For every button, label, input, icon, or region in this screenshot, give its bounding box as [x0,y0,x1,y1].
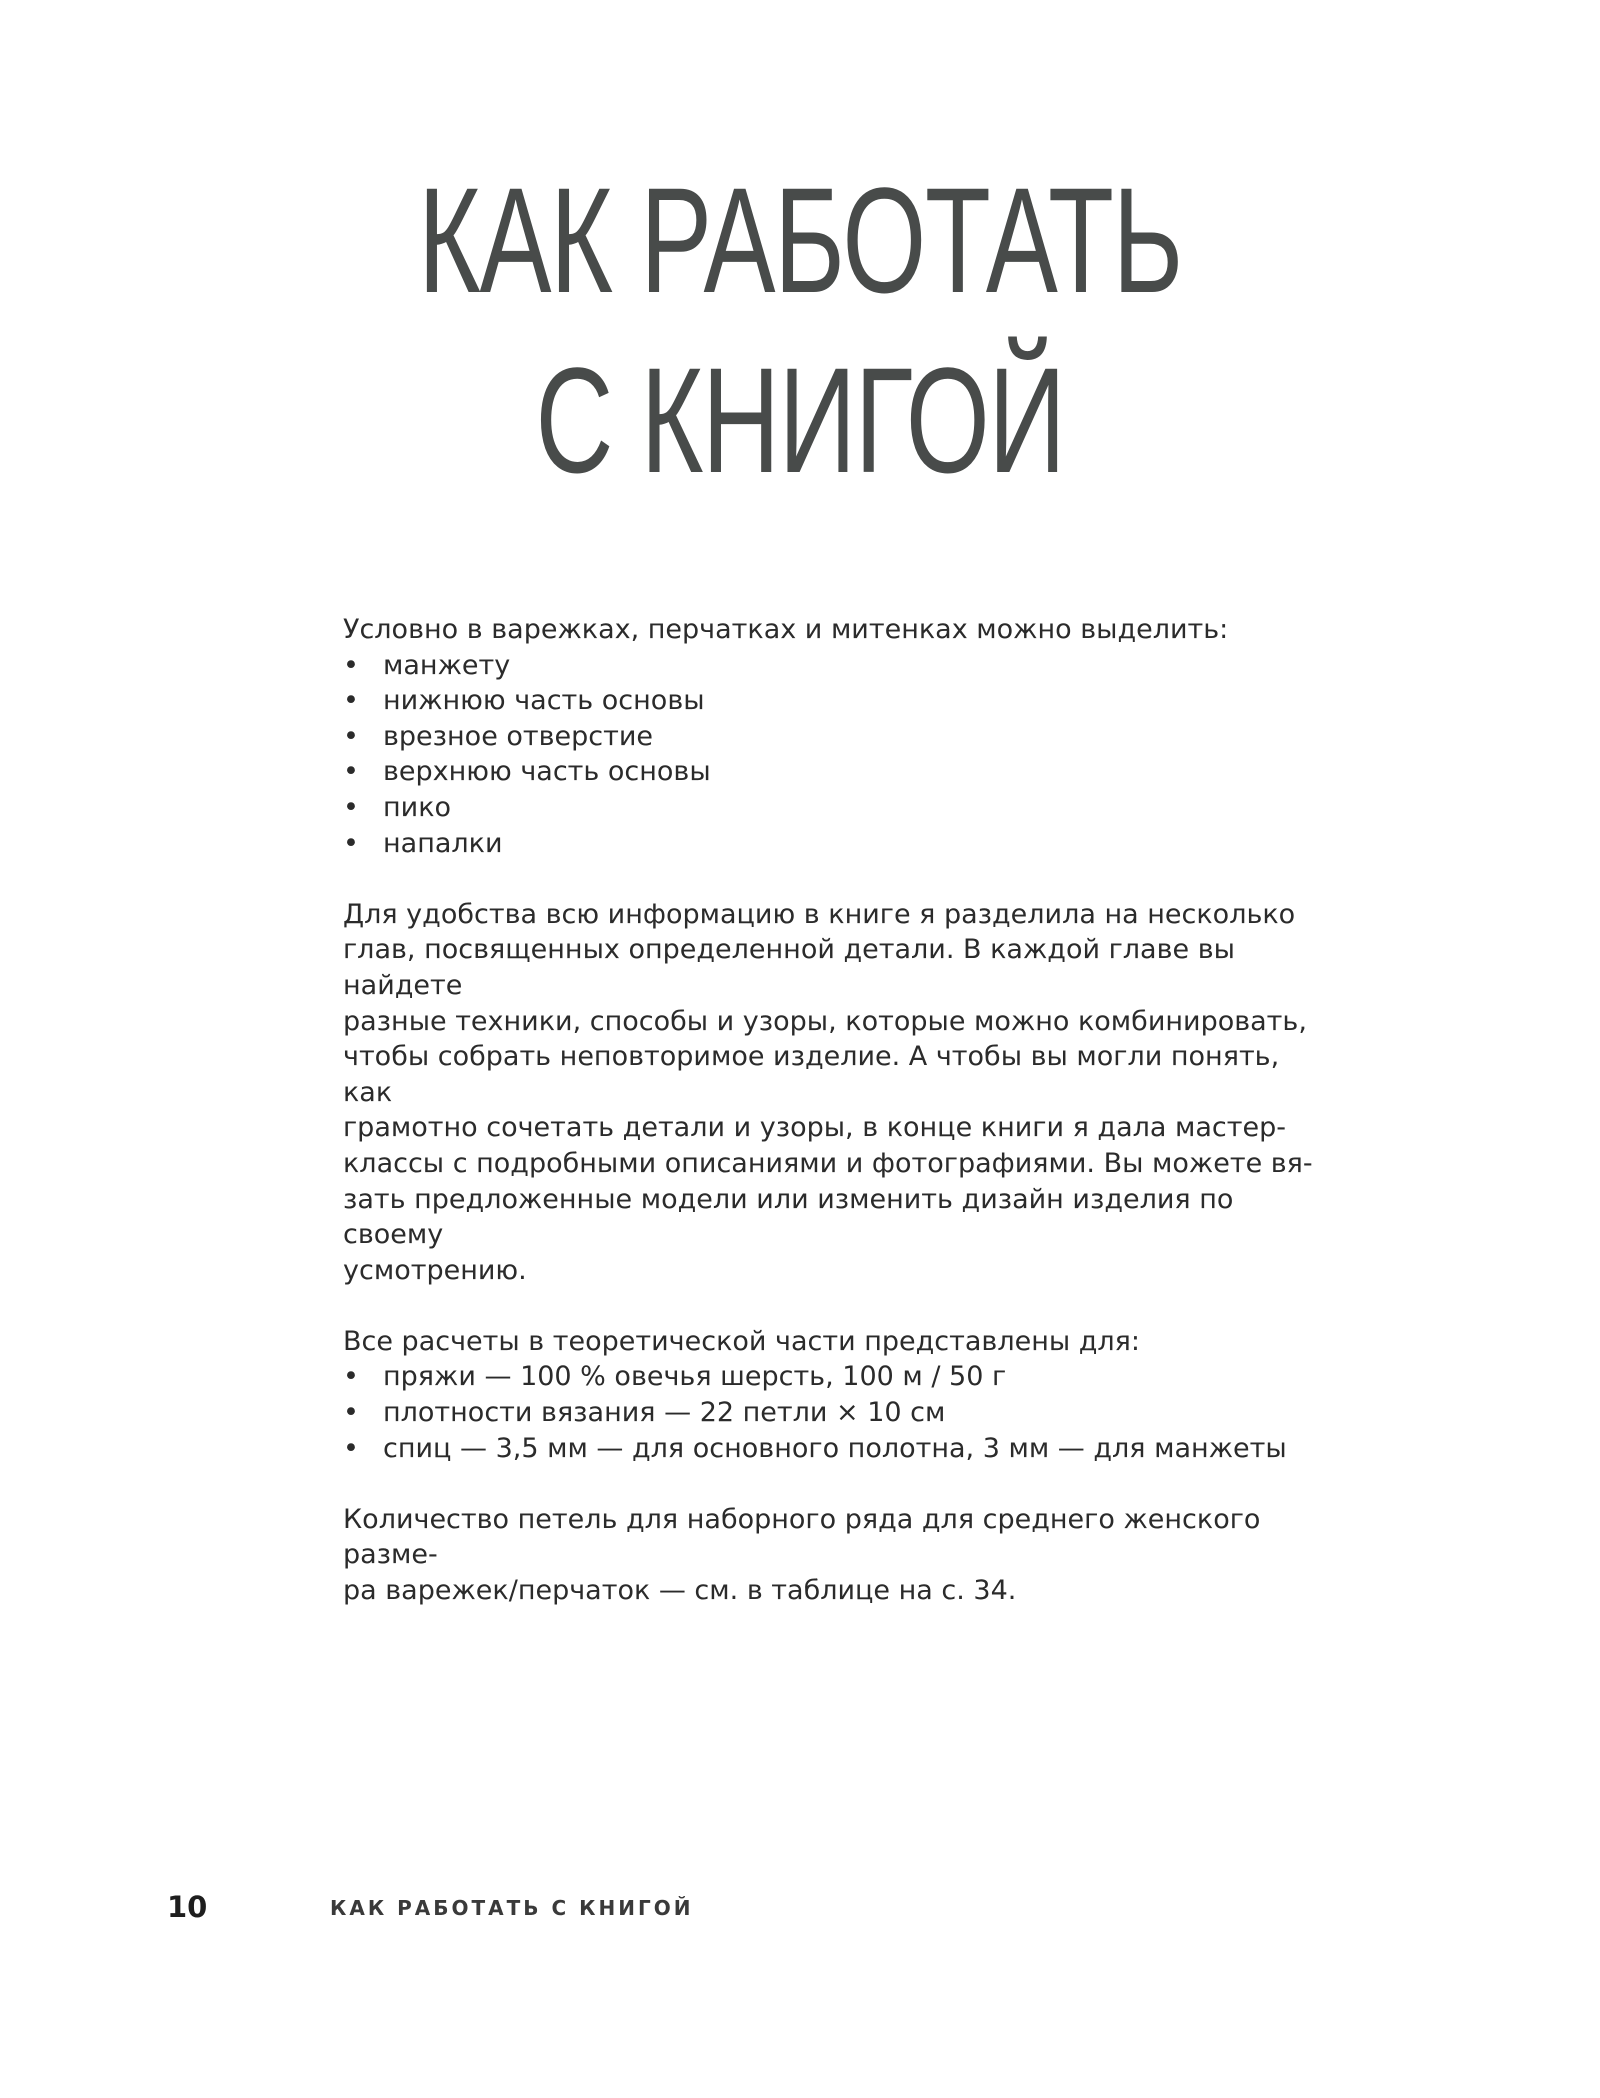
parts-intro: Условно в варежках, перчатках и митенках можно выделить: [343,614,1229,645]
paragraph-line: глав, посвященных определенной детали. В каждой главе вы найдете [343,934,1235,1001]
closing-paragraph [343,1502,1323,1609]
list-item: • манжету [343,648,1323,684]
paragraph-line: грамотно сочетать детали и узоры, в конце книги я дала мастер- [343,1112,1286,1144]
list-item: • верхнюю часть основы [343,754,1323,790]
paragraph-line: зать предложенные модели или изменить дизайн изделия по своему [343,1183,1234,1251]
calculations-list [343,1359,1323,1466]
list-item: • плотности вязания — 22 петли × 10 см [343,1395,1323,1431]
paragraph-line: Количество петель для наборного ряда для среднего женского разме- [343,1503,1261,1571]
paragraph-line: усмотрению. [343,1254,527,1286]
paragraph-line: классы с подробными описаниями и фотографиями. Вы можете вя- [343,1147,1313,1179]
page-title-line-2: С КНИГОЙ [535,336,1065,504]
body-text [343,612,1323,1609]
paragraph-line: Для удобства всю информацию в книге я разделила на несколько [343,898,1296,930]
list-item: • нижнюю часть основы [343,683,1323,719]
paragraph-line: чтобы собрать неповторимое изделие. А чтобы вы могли понять, как [343,1041,1280,1108]
parts-list [343,648,1323,862]
calculations-intro: Все расчеты в теоретической части представлены для: [343,1325,1141,1357]
info-paragraph [343,897,1323,1289]
paragraph-line: ра варежек/перчаток — см. в таблице на с. 34. [343,1575,1017,1607]
list-item: • врезное отверстие [343,719,1323,755]
paragraph-line: разные техники, способы и узоры, которые можно комбинировать, [343,1005,1307,1037]
page-number: 10 [167,1890,208,1924]
list-item: • пряжи — 100 % овечья шерсть, 100 м / 50 г [343,1359,1323,1395]
running-title: КАК РАБОТАТЬ С КНИГОЙ [330,1896,694,1920]
page-title [0,150,1600,510]
list-item: • напалки [343,826,1323,862]
list-item: • спиц — 3,5 мм — для основного полотна, 3 мм — для манжеты [343,1431,1323,1467]
list-item: • пико [343,790,1323,826]
page-title-line-1: КАК РАБОТАТЬ [418,156,1182,324]
